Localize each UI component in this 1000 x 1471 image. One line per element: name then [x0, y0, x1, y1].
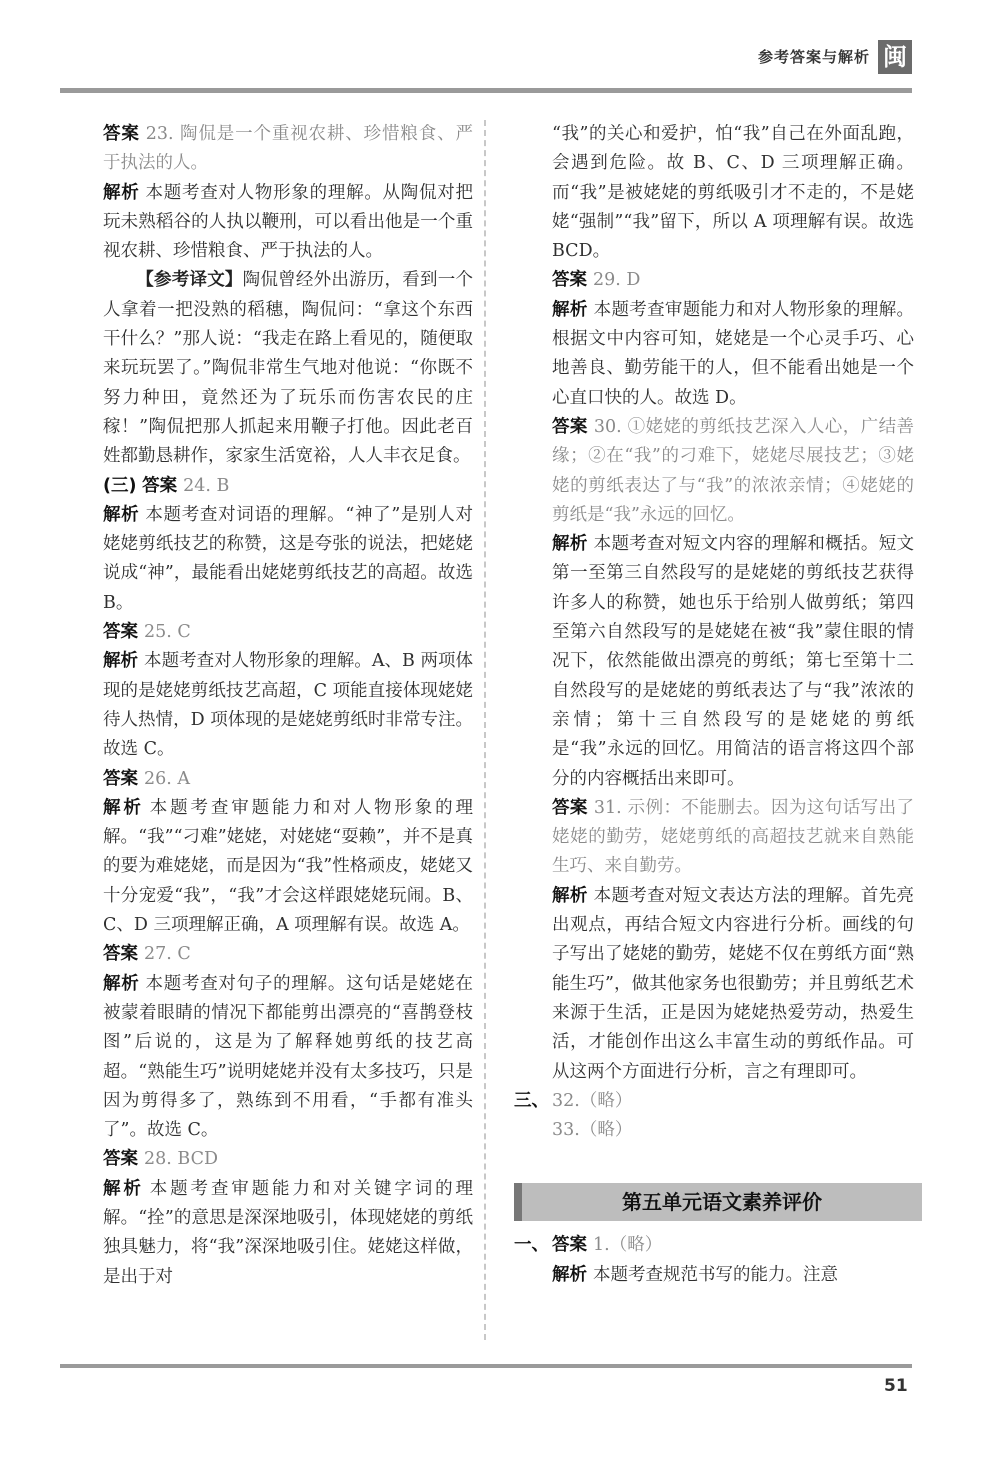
answer-25 — [103, 618, 473, 647]
right-column — [514, 120, 915, 1290]
answer-text: 26. A — [144, 768, 191, 789]
answer-label: 答案 — [103, 768, 138, 789]
analysis-label: 解析 — [552, 885, 588, 906]
answer-label: 答案 — [552, 797, 588, 818]
answer-label: 答案 — [552, 416, 588, 437]
analysis-28 — [103, 1175, 473, 1292]
region-badge: 闽 — [878, 40, 912, 74]
analysis-text: 本题考查审题能力和对关键字词的理解。“拴”的意思是深深地吸引，体现姥姥的剪纸独具魅力，将“我”深深地吸引住。姥姥这样做，是出于对 — [103, 1178, 473, 1287]
answer-label: 答案 — [103, 622, 138, 643]
answer-24 — [103, 472, 473, 501]
answer-unit5-1 — [514, 1231, 914, 1260]
answer-23 — [103, 120, 473, 179]
answer-text: 25. C — [144, 622, 191, 643]
translation-text: 陶侃曾经外出游历，看到一个人拿着一把没熟的稻穗，陶侃问：“拿这个东西干什么？”那人说：“我走在路上看见的，随便取来玩玩罢了。”陶侃非常生气地对他说：“你既不努力种田，竟然还为了玩乐而伤害农民的庄稼！”陶侃把那人抓起来用鞭子打他。因此老百姓都勤恳耕作，家家生活宽裕，人人丰衣足食。 — [103, 270, 474, 467]
answer-label: 答案 — [552, 1235, 587, 1256]
answer-text: 1.（略） — [593, 1235, 663, 1256]
answer-text: 31. 示例：不能删去。因为这句话写出了姥姥的勤劳，姥姥剪纸的高超技艺就来自熟能生巧、来自勤劳。 — [552, 797, 914, 877]
analysis-unit5-1 — [552, 1261, 914, 1290]
analysis-label: 解析 — [103, 504, 140, 525]
analysis-text: 本题考查对短文内容的理解和概括。短文第一至第三自然段写的是姥姥的剪纸技艺获得许多人的称赞，她也乐于给别人做剪纸；第四至第六自然段写的是姥姥在被“我”蒙住眼的情况下，依然能做出漂亮的剪纸；第七至第十二自然段写的是姥姥的剪纸表达了与“我”浓浓的亲情；第十三自然段写的是姥姥的剪纸是“我”永远的回忆。用简洁的语言将这四个部分的内容概括出来即可。 — [552, 534, 915, 789]
analysis-26 — [103, 794, 473, 940]
analysis-29 — [552, 296, 914, 413]
analysis-text: 本题考查审题能力和对人物形象的理解。根据文中内容可知，姥姥是一个心灵手巧、心地善良、勤劳能干的人，但不能看出她是一个心直口快的人。故选 D。 — [552, 299, 915, 408]
analysis-text: 本题考查对句子的理解。这句话是姥姥在被蒙着眼睛的情况下都能剪出漂亮的“喜鹊登枝图”后说的，这是为了解释她剪纸的技艺高超。“熟能生巧”说明姥姥并没有太多技巧，只是因为剪得多了，熟练到不用看，“手都有准头了”。故选 C。 — [103, 973, 474, 1141]
column-divider — [484, 120, 486, 1340]
answer-label: 答案 — [103, 124, 140, 144]
analysis-27 — [103, 970, 473, 1146]
answer-label: 答案 — [103, 1149, 138, 1170]
reference-translation — [103, 266, 473, 471]
section-number: (三) — [103, 475, 137, 496]
analysis-label: 解析 — [552, 299, 588, 320]
left-column — [103, 120, 473, 1292]
answer-text: 30. ①姥姥的剪纸技艺深入人心，广结善缘；②在“我”的刁难下，姥姥尽展技艺；③姥姥的剪纸表达了与“我”的浓浓亲情；④姥姥的剪纸是“我”永远的回忆。 — [552, 416, 914, 525]
analysis-text: 本题考查对人物形象的理解。从陶侃对把玩未熟稻谷的人执以鞭刑，可以看出他是一个重视农耕、珍惜粮食、严于执法的人。 — [103, 182, 474, 262]
analysis-label: 解析 — [552, 1264, 587, 1285]
answer-label: 答案 — [552, 270, 587, 291]
unit-title-banner: 第五单元语文素养评价 — [514, 1183, 922, 1221]
answer-label: 答案 — [103, 944, 138, 965]
analysis-text: 本题考查对词语的理解。“神了”是别人对姥姥剪纸技艺的称赞，这是夸张的说法，把姥姥说成“神”，最能看出姥姥剪纸技艺的高超。故选 B。 — [103, 504, 473, 613]
analysis-text: 本题考查对短文表达方法的理解。首先亮出观点，再结合短文内容进行分析。画线的句子写出了姥姥的勤劳，姥姥不仅在剪纸方面“熟能生巧”，做其他家务也很勤劳；并且剪纸艺术来源于生活，正是因为姥姥热爱劳动，热爱生活，才能创作出这么丰富生动的剪纸作品。可从这两个方面进行分析，言之有理即可。 — [552, 885, 915, 1082]
running-header-label: 参考答案与解析 — [757, 48, 870, 66]
analysis-text: 本题考查规范书写的能力。注意 — [593, 1264, 838, 1285]
answer-text: 32.（略） — [552, 1090, 633, 1111]
analysis-28-continued: “我”的关心和爱护，怕“我”自己在外面乱跑，会遇到危险。故 B、C、D 三项理解正确。而“我”是被姥姥的剪纸吸引才不走的，不是姥姥“强制”“我”留下，所以 A 项理解有误。故选 BCD。 — [552, 124, 914, 262]
answer-text: 29. D — [593, 270, 641, 291]
analysis-label: 解析 — [103, 651, 139, 672]
answer-28 — [103, 1145, 473, 1174]
analysis-label: 解析 — [103, 1178, 144, 1199]
answer-30 — [552, 413, 914, 530]
analysis-30 — [552, 530, 914, 794]
answer-26 — [103, 765, 473, 794]
analysis-text: 本题考查审题能力和对人物形象的理解。“我”“刁难”姥姥，对姥姥“耍赖”，并不是真的要为难姥姥，而是因为“我”性格顽皮，姥姥又十分宠爱“我”，“我”才会这样跟姥姥玩闹。B、C、D 三项理解正确，A 项理解有误。故选 A。 — [103, 797, 473, 936]
analysis-text: 本题考查对人物形象的理解。A、B 两项体现的是姥姥剪纸技艺高超，C 项能直接体现姥姥待人热情，D 项体现的是姥姥剪纸时非常专注。故选 C。 — [103, 651, 474, 760]
header-rule — [60, 88, 912, 93]
analysis-31 — [552, 882, 914, 1087]
footer-rule — [60, 1364, 912, 1368]
answer-label: 答案 — [142, 475, 178, 496]
analysis-23 — [103, 179, 473, 267]
part-number: 一、 — [514, 1235, 549, 1256]
answer-text: 33.（略） — [552, 1120, 633, 1141]
answer-29 — [552, 266, 914, 295]
analysis-label: 解析 — [103, 182, 140, 203]
answer-32 — [514, 1087, 914, 1116]
analysis-label: 解析 — [552, 534, 588, 555]
answer-text: 23. 陶侃是一个重视农耕、珍惜粮食、严于执法的人。 — [103, 124, 473, 174]
analysis-25 — [103, 647, 473, 764]
answer-33 — [552, 1116, 914, 1145]
analysis-label: 解析 — [103, 973, 140, 994]
answer-27 — [103, 940, 473, 969]
translation-tag: 【参考译文】 — [136, 270, 243, 291]
page-number: 51 — [884, 1376, 908, 1396]
analysis-24 — [103, 501, 473, 618]
analysis-label: 解析 — [103, 797, 144, 818]
part-number: 三、 — [514, 1090, 549, 1111]
answer-text: 27. C — [144, 944, 191, 965]
answer-31 — [552, 794, 914, 882]
answer-text: 24. B — [183, 475, 230, 496]
answer-text: 28. BCD — [144, 1149, 218, 1170]
